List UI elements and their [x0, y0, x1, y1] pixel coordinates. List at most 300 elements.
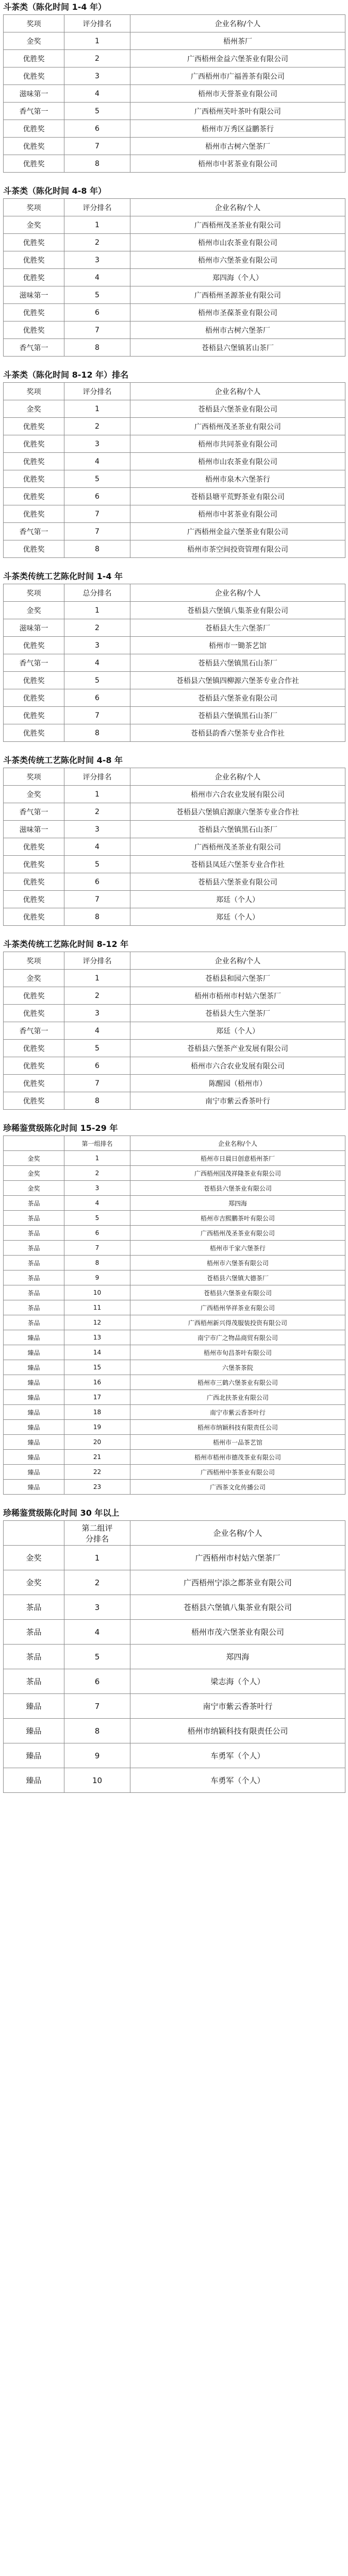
company-cell: 六堡茶茶院	[130, 1360, 345, 1375]
table-header-row	[4, 1136, 345, 1151]
table-row	[4, 1241, 345, 1256]
table-row	[4, 435, 345, 453]
company-cell: 梧州市一锄茶艺馆	[130, 637, 345, 654]
company-cell: 梧州市共同茶业有限公司	[130, 435, 345, 453]
rank-cell: 6	[64, 1669, 130, 1694]
table-row	[4, 689, 345, 707]
table-row	[4, 251, 345, 269]
award-table	[3, 584, 345, 742]
rank-cell: 11	[64, 1300, 130, 1315]
award-cell: 臻品	[4, 1390, 64, 1405]
award-cell: 优胜奖	[4, 908, 64, 926]
rank-cell: 5	[64, 1040, 130, 1057]
rank-cell: 7	[64, 707, 130, 724]
table-row	[4, 707, 345, 724]
column-header: 第二组评 分排名	[64, 1521, 130, 1546]
table-row	[4, 488, 345, 505]
award-cell: 金奖	[4, 1570, 64, 1595]
award-section	[0, 1506, 348, 1793]
award-cell: 优胜奖	[4, 435, 64, 453]
table-row	[4, 304, 345, 321]
award-cell: 臻品	[4, 1435, 64, 1450]
table-row	[4, 1595, 345, 1620]
section-title: 珍稀鉴赏级陈化时间 15-29 年	[3, 1123, 118, 1133]
rank-cell: 6	[64, 488, 130, 505]
table-row	[4, 1270, 345, 1285]
table-row	[4, 1360, 345, 1375]
section-title: 斗茶类传统工艺陈化时间 8-12 年	[3, 939, 129, 949]
award-cell: 香气第一	[4, 1022, 64, 1040]
column-header: 奖项	[4, 199, 64, 216]
award-cell: 臻品	[4, 1694, 64, 1719]
section-title: 斗茶类传统工艺陈化时间 4-8 年	[3, 755, 123, 765]
table-header-row	[4, 1521, 345, 1546]
table-row	[4, 1285, 345, 1300]
company-cell: 车勇军（个人）	[130, 1768, 345, 1793]
company-cell: 梧州市六堡茶业有限公司	[130, 251, 345, 269]
award-cell: 臻品	[4, 1465, 64, 1480]
award-cell: 优胜奖	[4, 251, 64, 269]
award-cell: 优胜奖	[4, 672, 64, 689]
company-cell: 苍梧县六堡镇黑石山茶厂	[130, 707, 345, 724]
column-header	[4, 1136, 64, 1151]
rank-cell: 8	[64, 155, 130, 173]
award-section	[0, 753, 348, 926]
company-cell: 广西梧州金益六堡茶业有限公司	[130, 523, 345, 540]
award-cell: 优胜奖	[4, 321, 64, 339]
award-cell: 茶品	[4, 1196, 64, 1211]
award-section	[0, 0, 348, 173]
table-row	[4, 32, 345, 50]
table-header-row	[4, 199, 345, 216]
rank-cell: 1	[64, 216, 130, 234]
company-cell: 苍梧县六堡镇大德茶厂	[130, 1270, 345, 1285]
rank-cell: 7	[64, 1694, 130, 1719]
table-row	[4, 234, 345, 251]
table-row	[4, 908, 345, 926]
award-cell: 优胜奖	[4, 724, 64, 742]
award-table	[3, 768, 345, 926]
rank-cell: 1	[64, 32, 130, 50]
company-cell: 广西梧州中茶茶业有限公司	[130, 1465, 345, 1480]
rank-cell: 3	[64, 67, 130, 85]
award-cell: 香气第一	[4, 339, 64, 357]
rank-cell: 2	[64, 234, 130, 251]
company-cell: 苍梧县六堡镇八集茶业有限公司	[130, 1595, 345, 1620]
column-header: 奖项	[4, 768, 64, 786]
award-cell: 臻品	[4, 1719, 64, 1743]
table-row	[4, 1211, 345, 1226]
table-row	[4, 970, 345, 987]
rank-cell: 4	[64, 1196, 130, 1211]
rank-cell: 4	[64, 85, 130, 103]
company-cell: 郑四海	[130, 1645, 345, 1669]
company-cell: 梧州茶厂	[130, 32, 345, 50]
rank-cell: 2	[64, 803, 130, 821]
company-cell: 梧州市三鹤六堡茶业有限公司	[130, 1375, 345, 1390]
award-cell: 滋味第一	[4, 85, 64, 103]
award-cell: 优胜奖	[4, 1057, 64, 1075]
rank-cell: 6	[64, 1226, 130, 1241]
award-cell: 香气第一	[4, 103, 64, 120]
rank-cell: 16	[64, 1375, 130, 1390]
table-row	[4, 873, 345, 891]
rank-cell: 5	[64, 103, 130, 120]
column-header: 企业名称/个人	[130, 768, 345, 786]
rank-cell: 15	[64, 1360, 130, 1375]
award-cell: 香气第一	[4, 523, 64, 540]
award-cell: 优胜奖	[4, 120, 64, 138]
table-row	[4, 1005, 345, 1022]
section-title: 斗茶类（陈化时间 4-8 年）	[3, 186, 107, 196]
table-row	[4, 1390, 345, 1405]
rank-cell: 9	[64, 1270, 130, 1285]
company-cell: 郑廷（个人）	[130, 908, 345, 926]
rank-cell: 6	[64, 1057, 130, 1075]
rank-cell: 2	[64, 987, 130, 1005]
company-cell: 苍梧县六堡茶业有限公司	[130, 873, 345, 891]
rank-cell: 13	[64, 1330, 130, 1345]
table-row	[4, 1450, 345, 1465]
award-cell: 茶品	[4, 1595, 64, 1620]
award-cell: 茶品	[4, 1256, 64, 1270]
table-row	[4, 85, 345, 103]
table-row	[4, 803, 345, 821]
company-cell: 南宁市紫云香茶叶行	[130, 1405, 345, 1420]
award-cell: 金奖	[4, 1546, 64, 1570]
table-row	[4, 786, 345, 803]
table-row	[4, 1330, 345, 1345]
table-row	[4, 1620, 345, 1645]
company-cell: 梧州市日晨日创意梧州茶厂	[130, 1151, 345, 1166]
company-cell: 苍梧县凤廷六堡茶专业合作社	[130, 856, 345, 873]
company-cell: 梧州市中茗茶业有限公司	[130, 505, 345, 523]
rank-cell: 22	[64, 1465, 130, 1480]
award-cell: 优胜奖	[4, 155, 64, 173]
company-cell: 广西北扶茶业有限公司	[130, 1390, 345, 1405]
company-cell: 梧州市旬昌茶叶有限公司	[130, 1345, 345, 1360]
column-header: 评分排名	[64, 199, 130, 216]
table-row	[4, 1075, 345, 1092]
rank-cell: 1	[64, 1151, 130, 1166]
table-row	[4, 1465, 345, 1480]
company-cell: 郑廷（个人）	[130, 891, 345, 908]
rank-cell: 5	[64, 286, 130, 304]
table-row	[4, 619, 345, 637]
award-cell: 优胜奖	[4, 418, 64, 435]
rank-cell: 7	[64, 505, 130, 523]
table-row	[4, 1181, 345, 1196]
award-cell: 臻品	[4, 1420, 64, 1435]
table-row	[4, 1151, 345, 1166]
rank-cell: 5	[64, 856, 130, 873]
award-cell: 金奖	[4, 216, 64, 234]
column-header: 评分排名	[64, 768, 130, 786]
award-cell: 臻品	[4, 1405, 64, 1420]
table-row	[4, 155, 345, 173]
award-cell: 香气第一	[4, 654, 64, 672]
company-cell: 苍梧县大生六堡茶厂	[130, 1005, 345, 1022]
company-cell: 苍梧县六堡茶业有限公司	[130, 1285, 345, 1300]
table-row	[4, 321, 345, 339]
rank-cell: 2	[64, 1166, 130, 1181]
table-row	[4, 216, 345, 234]
rank-cell: 7	[64, 138, 130, 155]
award-table	[3, 1520, 345, 1793]
column-header: 企业名称/个人	[130, 1521, 345, 1546]
table-row	[4, 269, 345, 286]
rank-cell: 4	[64, 269, 130, 286]
company-cell: 苍梧县六堡镇黑石山茶厂	[130, 654, 345, 672]
rank-cell: 21	[64, 1450, 130, 1465]
column-header: 奖项	[4, 15, 64, 32]
company-cell: 梧州市纳颖科技有限责任公司	[130, 1719, 345, 1743]
table-row	[4, 1022, 345, 1040]
rank-cell: 6	[64, 873, 130, 891]
company-cell: 广西梧州宁添之都茶业有限公司	[130, 1570, 345, 1595]
award-cell: 优胜奖	[4, 1075, 64, 1092]
company-cell: 梁志海（个人）	[130, 1669, 345, 1694]
column-header: 奖项	[4, 383, 64, 400]
rank-cell: 5	[64, 1211, 130, 1226]
award-cell: 金奖	[4, 1166, 64, 1181]
table-row	[4, 891, 345, 908]
column-header: 奖项	[4, 952, 64, 970]
rank-cell: 14	[64, 1345, 130, 1360]
table-row	[4, 1570, 345, 1595]
award-cell: 臻品	[4, 1768, 64, 1793]
table-row	[4, 602, 345, 619]
rank-cell: 3	[64, 637, 130, 654]
award-cell: 茶品	[4, 1620, 64, 1645]
award-cell: 优胜奖	[4, 1092, 64, 1110]
rank-cell: 20	[64, 1435, 130, 1450]
table-row	[4, 1196, 345, 1211]
company-cell: 苍梧县六堡茶业有限公司	[130, 689, 345, 707]
rank-cell: 4	[64, 453, 130, 470]
rank-cell: 5	[64, 470, 130, 488]
company-cell: 郑廷（个人）	[130, 1022, 345, 1040]
company-cell: 苍梧县韵香六堡茶专业合作社	[130, 724, 345, 742]
rank-cell: 1	[64, 400, 130, 418]
award-cell: 茶品	[4, 1300, 64, 1315]
company-cell: 梧州市六堡茶有限公司	[130, 1256, 345, 1270]
table-row	[4, 540, 345, 558]
company-cell: 苍梧县六堡镇八集茶业有限公司	[130, 602, 345, 619]
table-row	[4, 138, 345, 155]
rank-cell: 4	[64, 838, 130, 856]
rank-cell: 6	[64, 689, 130, 707]
table-row	[4, 1694, 345, 1719]
company-cell: 苍梧县六堡镇四柳源六堡茶专业合作社	[130, 672, 345, 689]
award-cell: 臻品	[4, 1480, 64, 1495]
award-cell: 茶品	[4, 1315, 64, 1330]
rank-cell: 7	[64, 523, 130, 540]
rank-cell: 7	[64, 1075, 130, 1092]
award-cell: 金奖	[4, 786, 64, 803]
company-cell: 广西梧州茂圣茶业有限公司	[130, 1226, 345, 1241]
rank-cell: 8	[64, 1719, 130, 1743]
award-cell: 优胜奖	[4, 838, 64, 856]
award-cell: 金奖	[4, 970, 64, 987]
table-row	[4, 453, 345, 470]
rank-cell: 17	[64, 1390, 130, 1405]
award-section	[0, 184, 348, 357]
table-row	[4, 120, 345, 138]
table-row	[4, 637, 345, 654]
award-table	[3, 14, 345, 173]
award-cell: 优胜奖	[4, 234, 64, 251]
award-cell: 优胜奖	[4, 67, 64, 85]
column-header: 企业名称/个人	[130, 952, 345, 970]
table-row	[4, 505, 345, 523]
rank-cell: 7	[64, 321, 130, 339]
company-cell: 广西梧州市村姑六堡茶厂	[130, 1546, 345, 1570]
award-cell: 滋味第一	[4, 821, 64, 838]
award-cell: 茶品	[4, 1241, 64, 1256]
company-cell: 广西梧州茂圣茶业有限公司	[130, 216, 345, 234]
award-cell: 臻品	[4, 1743, 64, 1768]
company-cell: 苍梧县六堡镇黑石山茶厂	[130, 821, 345, 838]
award-section	[0, 937, 348, 1110]
company-cell: 广西茶文化传播公司	[130, 1480, 345, 1495]
rank-cell: 8	[64, 724, 130, 742]
table-row	[4, 1226, 345, 1241]
company-cell: 梧州市一品茶艺馆	[130, 1435, 345, 1450]
rank-cell: 3	[64, 1181, 130, 1196]
table-row	[4, 1315, 345, 1330]
company-cell: 苍梧县六堡茶业有限公司	[130, 400, 345, 418]
company-cell: 南宁市紫云香茶叶行	[130, 1694, 345, 1719]
table-row	[4, 672, 345, 689]
award-cell: 优胜奖	[4, 453, 64, 470]
table-row	[4, 418, 345, 435]
award-table	[3, 952, 345, 1110]
company-cell: 南宁市紫云香茶叶行	[130, 1092, 345, 1110]
rank-cell: 8	[64, 1256, 130, 1270]
rank-cell: 19	[64, 1420, 130, 1435]
rank-cell: 10	[64, 1768, 130, 1793]
company-cell: 郑四海（个人）	[130, 269, 345, 286]
column-header: 评分排名	[64, 15, 130, 32]
table-row	[4, 286, 345, 304]
rank-cell: 12	[64, 1315, 130, 1330]
rank-cell: 18	[64, 1405, 130, 1420]
award-cell: 滋味第一	[4, 619, 64, 637]
column-header	[4, 1521, 64, 1546]
rank-cell: 1	[64, 602, 130, 619]
rank-cell: 7	[64, 891, 130, 908]
company-cell: 梧州市中茗茶业有限公司	[130, 155, 345, 173]
table-row	[4, 1420, 345, 1435]
company-cell: 广西梧州圣源茶业有限公司	[130, 286, 345, 304]
table-row	[4, 470, 345, 488]
company-cell: 广西梧州市广福善茶有限公司	[130, 67, 345, 85]
table-row	[4, 838, 345, 856]
company-cell: 梧州市泉木六堡茶行	[130, 470, 345, 488]
column-header: 评分排名	[64, 952, 130, 970]
company-cell: 车勇军（个人）	[130, 1743, 345, 1768]
award-cell: 优胜奖	[4, 540, 64, 558]
award-cell: 优胜奖	[4, 891, 64, 908]
table-row	[4, 1057, 345, 1075]
section-title: 斗茶类（陈化时间 1-4 年）	[3, 2, 107, 12]
table-row	[4, 1405, 345, 1420]
table-row	[4, 1166, 345, 1181]
award-cell: 茶品	[4, 1226, 64, 1241]
table-row	[4, 987, 345, 1005]
company-cell: 梧州市吉熙鹏茶叶有限公司	[130, 1211, 345, 1226]
award-cell: 臻品	[4, 1450, 64, 1465]
rank-cell: 4	[64, 1022, 130, 1040]
table-row	[4, 103, 345, 120]
company-cell: 梧州市圣葆茶业有限公司	[130, 304, 345, 321]
column-header: 企业名称/个人	[130, 1136, 345, 1151]
table-row	[4, 50, 345, 67]
award-cell: 金奖	[4, 400, 64, 418]
table-header-row	[4, 952, 345, 970]
table-row	[4, 1546, 345, 1570]
company-cell: 梧州市梧州市村姑六堡茶厂	[130, 987, 345, 1005]
company-cell: 南宁市广之物品商贸有限公司	[130, 1330, 345, 1345]
award-table	[3, 198, 345, 357]
table-row	[4, 400, 345, 418]
award-cell: 优胜奖	[4, 50, 64, 67]
award-cell: 滋味第一	[4, 286, 64, 304]
table-row	[4, 724, 345, 742]
table-row	[4, 67, 345, 85]
rank-cell: 3	[64, 1595, 130, 1620]
column-header: 评分排名	[64, 383, 130, 400]
section-title: 珍稀鉴赏级陈化时间 30 年以上	[3, 1508, 120, 1518]
table-header-row	[4, 584, 345, 602]
table-header-row	[4, 15, 345, 32]
award-cell: 优胜奖	[4, 637, 64, 654]
column-header: 企业名称/个人	[130, 15, 345, 32]
award-cell: 香气第一	[4, 803, 64, 821]
award-table	[3, 1136, 345, 1495]
award-cell: 优胜奖	[4, 488, 64, 505]
column-header: 奖项	[4, 584, 64, 602]
table-row	[4, 1645, 345, 1669]
award-cell: 优胜奖	[4, 269, 64, 286]
company-cell: 苍梧县六堡茶产业发展有限公司	[130, 1040, 345, 1057]
rank-cell: 1	[64, 1546, 130, 1570]
section-title: 斗茶类（陈化时间 8-12 年）排名	[3, 370, 129, 380]
rank-cell: 3	[64, 821, 130, 838]
table-row	[4, 1743, 345, 1768]
award-cell: 茶品	[4, 1270, 64, 1285]
award-cell: 臻品	[4, 1345, 64, 1360]
award-cell: 臻品	[4, 1330, 64, 1345]
company-cell: 梧州市山农茶业有限公司	[130, 234, 345, 251]
rank-cell: 2	[64, 619, 130, 637]
award-cell: 茶品	[4, 1669, 64, 1694]
table-row	[4, 1092, 345, 1110]
company-cell: 梧州市天誉茶业有限公司	[130, 85, 345, 103]
company-cell: 陈醒园（梧州市）	[130, 1075, 345, 1092]
table-row	[4, 1375, 345, 1390]
rank-cell: 2	[64, 50, 130, 67]
award-cell: 优胜奖	[4, 470, 64, 488]
rank-cell: 6	[64, 304, 130, 321]
company-cell: 梧州市六合农业发展有限公司	[130, 786, 345, 803]
company-cell: 梧州市梧州市德茂茶业有限公司	[130, 1450, 345, 1465]
table-header-row	[4, 383, 345, 400]
rank-cell: 4	[64, 654, 130, 672]
rank-cell: 10	[64, 1285, 130, 1300]
rank-cell: 4	[64, 1620, 130, 1645]
